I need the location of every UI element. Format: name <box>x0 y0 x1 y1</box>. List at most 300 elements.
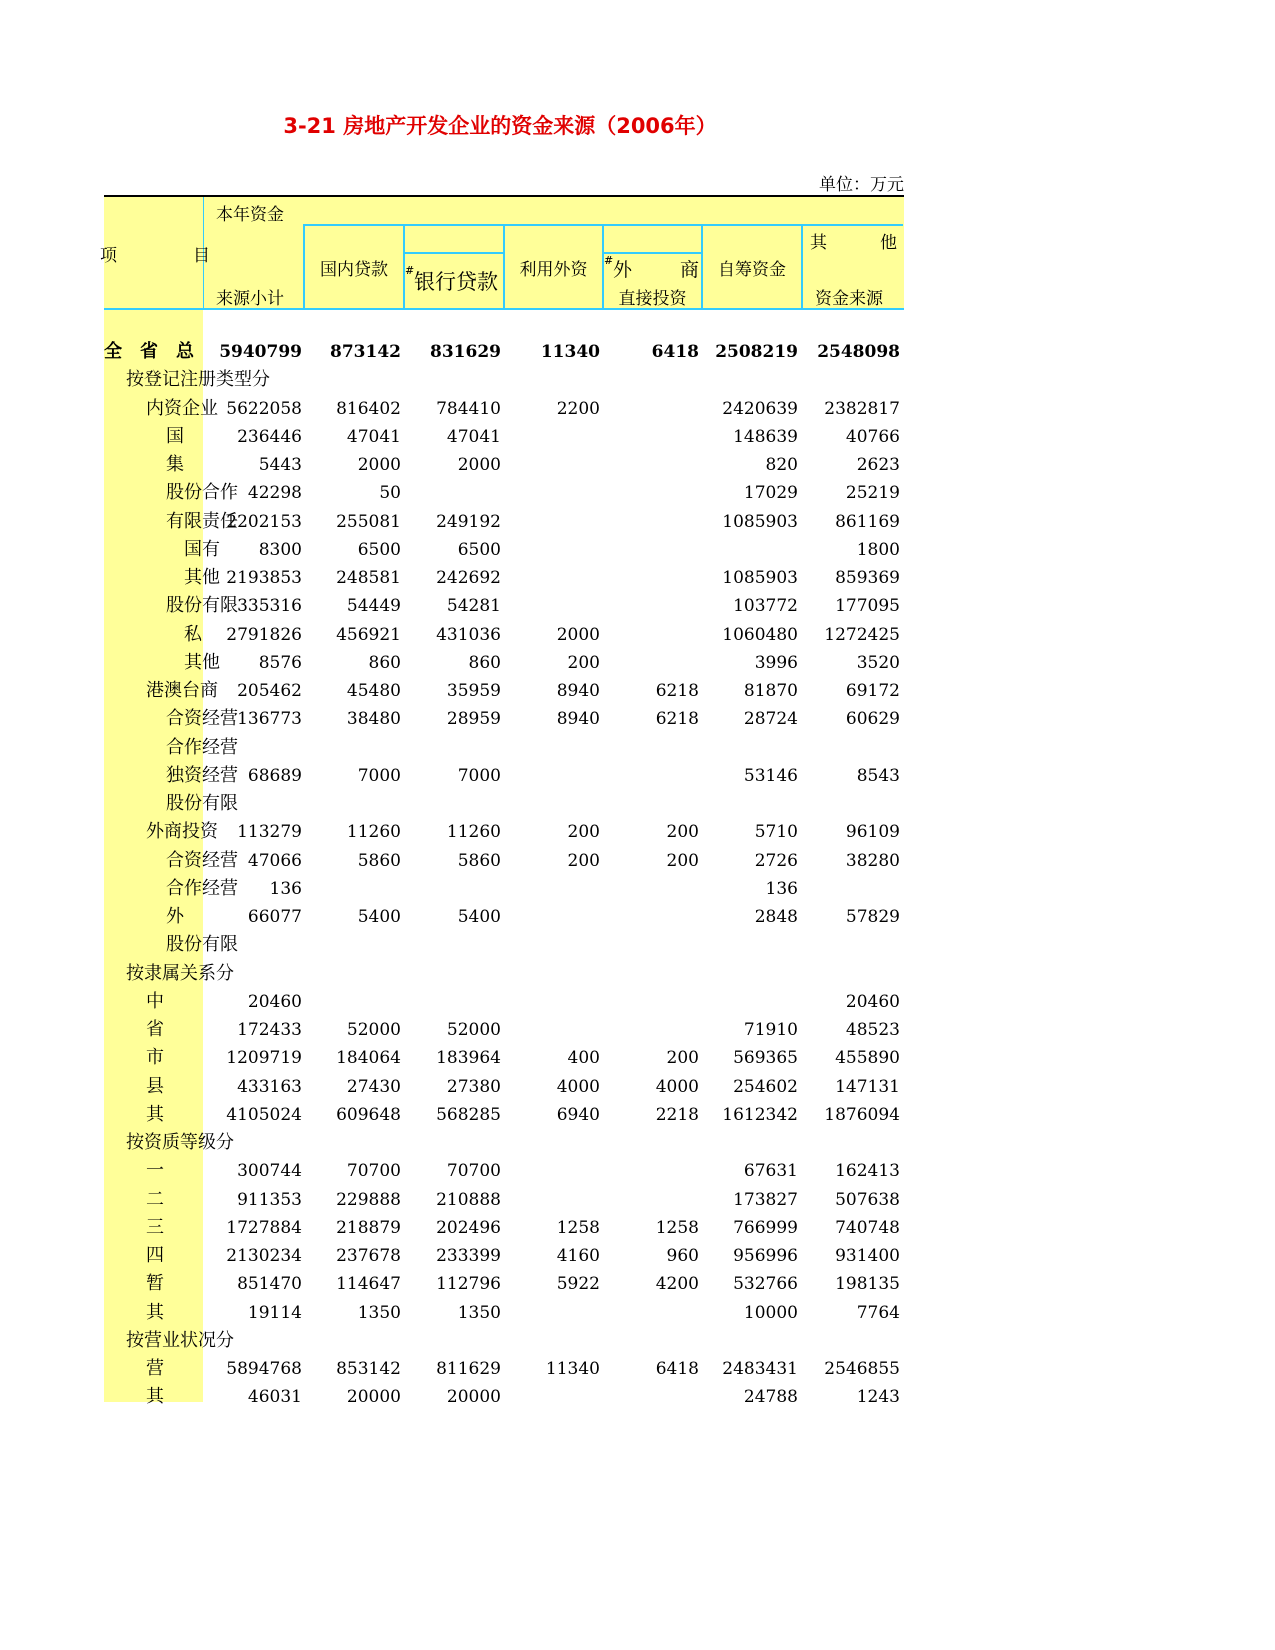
row-label: 中 <box>146 990 164 1012</box>
table-cell: 2623 <box>856 455 900 475</box>
table-cell: 27430 <box>346 1076 401 1097</box>
table-cell <box>703 366 798 394</box>
table-cell: 66077 <box>247 907 302 927</box>
table-cell <box>604 875 699 903</box>
table-cell <box>703 1129 798 1157</box>
table-row <box>104 592 904 620</box>
table-row <box>104 1214 904 1242</box>
table-cell: 48523 <box>845 1020 900 1040</box>
table-row <box>104 1101 904 1129</box>
header-col-other-sources: 资金来源 <box>815 289 883 309</box>
table-cell: 2000 <box>357 455 401 475</box>
table-cell: 2000 <box>457 455 501 475</box>
table-cell: 2000 <box>556 624 600 645</box>
table-cell: 113279 <box>237 822 302 843</box>
table-cell: 609648 <box>336 1104 401 1125</box>
table-cell <box>805 1327 900 1355</box>
table-cell: 25219 <box>845 483 900 504</box>
table-cell: 931400 <box>835 1246 900 1266</box>
table-cell: 24788 <box>743 1387 798 1408</box>
table-row <box>104 423 904 451</box>
table-cell: 205462 <box>237 681 302 701</box>
table-cell: 5860 <box>457 850 501 871</box>
table-cell: 248581 <box>336 568 401 588</box>
table-cell <box>505 762 600 790</box>
table-cell: 40766 <box>845 426 900 447</box>
table-cell: 400 <box>567 1048 600 1069</box>
row-label: 暂 <box>146 1273 164 1295</box>
header-col5-b: 商 <box>680 259 700 281</box>
table-cell: 4000 <box>556 1076 600 1097</box>
table-cell <box>406 479 501 507</box>
table-cell: 6500 <box>457 539 501 560</box>
table-cell: 147131 <box>835 1076 900 1097</box>
row-label: 县 <box>146 1075 164 1097</box>
table-cell <box>505 931 600 959</box>
table-cell: 1085903 <box>722 568 798 588</box>
table-cell: 47041 <box>446 426 501 447</box>
table-cell <box>207 1129 302 1157</box>
table-cell <box>306 366 401 394</box>
table-cell: 202496 <box>436 1217 501 1238</box>
table-cell: 2483431 <box>722 1359 798 1379</box>
table-cell: 20000 <box>446 1387 501 1408</box>
table-cell: 50 <box>379 483 401 504</box>
table-cell: 184064 <box>336 1048 401 1069</box>
table-cell: 335316 <box>237 596 302 617</box>
table-cell: 70700 <box>346 1161 401 1182</box>
table-row <box>104 338 904 366</box>
header-item-right: 目 <box>193 246 210 266</box>
header-col-subtotal: 来源小计 <box>216 289 284 309</box>
table-cell: 200 <box>666 850 699 871</box>
table-cell <box>505 988 600 1016</box>
row-label: 一 <box>146 1160 164 1182</box>
table-cell <box>703 988 798 1016</box>
table-cell: 5860 <box>357 850 401 871</box>
table-cell <box>406 931 501 959</box>
table-cell: 198135 <box>835 1274 900 1295</box>
table-cell <box>505 1327 600 1355</box>
row-label: 二 <box>146 1188 164 1210</box>
table-cell: 52000 <box>446 1020 501 1040</box>
table-cell: 200 <box>567 652 600 673</box>
table-cell: 57829 <box>845 907 900 927</box>
table-cell: 28724 <box>743 709 798 730</box>
row-label: 私 <box>184 623 202 645</box>
table-cell <box>505 960 600 988</box>
table-cell <box>306 790 401 818</box>
table-cell: 851470 <box>237 1274 302 1295</box>
table-cell: 173827 <box>733 1189 798 1210</box>
row-label: 其 <box>146 1386 164 1408</box>
table-cell <box>207 790 302 818</box>
table-cell: 38280 <box>845 850 900 871</box>
table-row <box>104 818 904 846</box>
table-cell: 5400 <box>457 907 501 927</box>
table-cell <box>604 592 699 620</box>
table-cell: 136773 <box>237 709 302 730</box>
row-label: 按资质等级分 <box>126 1132 234 1153</box>
table-cell: 60629 <box>845 709 900 730</box>
table-cell <box>805 790 900 818</box>
row-label: 按营业状况分 <box>126 1329 234 1351</box>
table-cell: 47066 <box>247 850 302 871</box>
table-cell <box>505 564 600 592</box>
table-row <box>104 366 904 394</box>
table-cell: 4160 <box>556 1246 600 1266</box>
row-label: 股份有限 <box>166 934 238 956</box>
table-row <box>104 621 904 649</box>
table-cell: 816402 <box>336 398 401 419</box>
row-label: 合资经营 <box>166 849 238 871</box>
table-cell: 784410 <box>436 398 501 419</box>
table-row <box>104 395 904 423</box>
table-cell: 532766 <box>733 1274 798 1295</box>
table-cell <box>505 423 600 451</box>
unit-label: 单位：万元 <box>819 175 904 195</box>
table-cell: 10000 <box>743 1302 798 1323</box>
table-cell <box>604 1299 699 1327</box>
table-cell: 7764 <box>856 1302 900 1323</box>
table-cell: 254602 <box>733 1076 798 1097</box>
table-cell: 1209719 <box>226 1048 302 1069</box>
table-cell: 200 <box>666 1048 699 1069</box>
table-cell <box>406 1327 501 1355</box>
table-cell: 6418 <box>651 342 699 362</box>
row-label: 全 省 总 <box>104 341 194 362</box>
table-cell: 853142 <box>336 1359 401 1379</box>
table-cell: 249192 <box>436 511 501 532</box>
header-divider <box>303 224 903 226</box>
header-item-left: 项 <box>100 246 117 266</box>
header-group: 本年资金 <box>216 205 284 225</box>
row-label: 省 <box>146 1019 164 1040</box>
table-row <box>104 1044 904 1072</box>
table-cell <box>604 903 699 931</box>
table-cell <box>604 790 699 818</box>
table-cell: 569365 <box>733 1048 798 1069</box>
table-cell <box>406 366 501 394</box>
row-label: 按登记注册类型分 <box>126 369 270 391</box>
table-cell: 1085903 <box>722 511 798 532</box>
table-cell: 68689 <box>247 765 302 786</box>
table-row <box>104 762 904 790</box>
table-cell: 177095 <box>835 596 900 617</box>
table-cell <box>604 564 699 592</box>
table-row <box>104 451 904 479</box>
table-cell: 2420639 <box>722 398 798 419</box>
table-cell: 911353 <box>237 1189 302 1210</box>
table-cell: 183964 <box>436 1048 501 1069</box>
table-cell <box>604 451 699 479</box>
row-label: 四 <box>146 1245 164 1266</box>
table-cell <box>207 960 302 988</box>
table-cell: 45480 <box>346 681 401 701</box>
header-col7-b: 他 <box>880 233 897 253</box>
table-cell: 8543 <box>856 765 900 786</box>
table-cell: 229888 <box>336 1189 401 1210</box>
table-row <box>104 1016 904 1044</box>
table-row <box>104 1270 904 1298</box>
table-cell: 6500 <box>357 539 401 560</box>
table-cell: 2546855 <box>824 1359 900 1379</box>
table-cell: 6218 <box>655 681 699 701</box>
table-cell <box>505 1129 600 1157</box>
table-cell: 2193853 <box>226 568 302 588</box>
row-label: 外 <box>166 906 184 927</box>
table-cell <box>604 762 699 790</box>
row-label: 股份有限 <box>166 595 238 617</box>
table-cell: 5922 <box>556 1274 600 1295</box>
header-divider <box>403 252 503 254</box>
table-cell <box>703 960 798 988</box>
table-cell: 507638 <box>835 1189 900 1210</box>
table-cell <box>306 1327 401 1355</box>
table-row <box>104 960 904 988</box>
table-cell <box>207 931 302 959</box>
table-cell: 766999 <box>733 1217 798 1238</box>
table-row <box>104 479 904 507</box>
table-cell <box>604 1327 699 1355</box>
header-col-domestic-loans: 国内贷款 <box>320 260 388 280</box>
table-row <box>104 1299 904 1327</box>
table-cell: 2382817 <box>824 398 900 419</box>
table-cell: 210888 <box>436 1189 501 1210</box>
table-cell: 6940 <box>556 1104 600 1125</box>
table-cell <box>505 790 600 818</box>
table-cell <box>306 988 401 1016</box>
table-cell: 46031 <box>247 1387 302 1408</box>
table-cell <box>604 1186 699 1214</box>
table-cell <box>306 1129 401 1157</box>
row-label: 其他 <box>184 651 220 673</box>
row-label: 国 <box>166 425 184 447</box>
row-label: 集 <box>166 454 184 475</box>
header-col-fdi: 直接投资 <box>618 289 687 309</box>
table-cell: 860 <box>368 652 401 673</box>
table-cell: 960 <box>666 1246 699 1266</box>
table-cell <box>505 734 600 762</box>
table-cell: 859369 <box>835 568 900 588</box>
table-cell: 1876094 <box>824 1104 900 1125</box>
row-label: 股份合作 <box>166 482 238 504</box>
row-label: 合资经营 <box>166 708 238 730</box>
table-row <box>104 734 904 762</box>
table-cell: 1727884 <box>226 1217 302 1238</box>
header-col7-a: 其 <box>810 233 827 253</box>
row-label: 其 <box>146 1103 164 1125</box>
table-cell <box>406 1129 501 1157</box>
row-label: 市 <box>146 1047 164 1069</box>
table-row <box>104 790 904 818</box>
table-cell: 1258 <box>655 1217 699 1238</box>
table-cell <box>207 366 302 394</box>
table-cell: 7000 <box>457 765 501 786</box>
table-cell <box>505 479 600 507</box>
table-row <box>104 564 904 592</box>
table-cell: 20460 <box>247 991 302 1012</box>
row-label: 港澳台商 <box>146 680 218 701</box>
table-cell <box>604 366 699 394</box>
table-cell <box>604 649 699 677</box>
table-cell: 740748 <box>835 1217 900 1238</box>
table-cell: 2848 <box>754 907 798 927</box>
table-cell <box>604 1129 699 1157</box>
table-cell: 17029 <box>743 483 798 504</box>
table-cell: 47041 <box>346 426 401 447</box>
table-row <box>104 1157 904 1185</box>
table-row <box>104 1073 904 1101</box>
header-col5-a: 外 <box>613 259 633 281</box>
table-cell: 5940799 <box>219 342 302 362</box>
table-cell: 136 <box>765 878 798 899</box>
table-cell: 52000 <box>346 1020 401 1040</box>
table-cell: 11340 <box>545 1359 600 1379</box>
table-cell: 28959 <box>446 709 501 730</box>
header-col-bank-loans: 银行贷款 <box>414 270 498 294</box>
header-col-self-raised: 自筹资金 <box>718 260 786 280</box>
table-cell: 811629 <box>436 1359 501 1379</box>
row-label: 外商投资 <box>146 821 218 843</box>
table-cell <box>703 931 798 959</box>
table-cell: 433163 <box>237 1076 302 1097</box>
table-row <box>104 988 904 1016</box>
table-cell: 4000 <box>655 1076 699 1097</box>
table-cell: 54281 <box>446 596 501 617</box>
table-row <box>104 875 904 903</box>
row-label: 独资经营 <box>166 764 238 786</box>
table-cell: 35959 <box>446 681 501 701</box>
table-cell: 8940 <box>556 681 600 701</box>
table-cell <box>604 423 699 451</box>
table-cell: 67631 <box>743 1161 798 1182</box>
table-row <box>104 677 904 705</box>
table-cell: 54449 <box>346 596 401 617</box>
table-cell <box>505 875 600 903</box>
table-cell: 20460 <box>845 991 900 1012</box>
table-cell <box>604 988 699 1016</box>
table-row <box>104 903 904 931</box>
table-cell: 5622058 <box>226 398 302 419</box>
header-col5-mark: # <box>604 254 614 267</box>
table-cell <box>505 1186 600 1214</box>
table-cell: 1350 <box>357 1302 401 1323</box>
table-row <box>104 649 904 677</box>
table-cell <box>406 734 501 762</box>
table-cell: 2130234 <box>226 1246 302 1266</box>
table-cell: 1258 <box>556 1217 600 1238</box>
table-cell <box>207 734 302 762</box>
table-cell: 7000 <box>357 765 401 786</box>
table-cell <box>406 988 501 1016</box>
table-row <box>104 508 904 536</box>
table-cell <box>604 734 699 762</box>
table-cell <box>406 790 501 818</box>
table-cell: 2202153 <box>226 511 302 532</box>
table-cell: 5443 <box>258 455 302 475</box>
table-cell: 8576 <box>258 652 302 673</box>
table-row <box>104 705 904 733</box>
table-cell: 255081 <box>336 511 401 532</box>
table-cell <box>703 790 798 818</box>
table-cell: 172433 <box>237 1020 302 1040</box>
table-cell <box>805 875 900 903</box>
table-row <box>104 1327 904 1355</box>
table-cell <box>604 508 699 536</box>
table-cell: 162413 <box>835 1161 900 1182</box>
table-cell: 300744 <box>237 1161 302 1182</box>
table-cell: 1272425 <box>824 624 900 645</box>
row-label: 营 <box>146 1358 164 1379</box>
table-cell: 6418 <box>655 1359 699 1379</box>
table-cell: 71910 <box>743 1020 798 1040</box>
table-cell: 2791826 <box>226 624 302 645</box>
table-cell <box>703 734 798 762</box>
table-cell <box>406 960 501 988</box>
table-cell <box>805 931 900 959</box>
table-cell <box>604 1157 699 1185</box>
table-cell <box>604 1383 699 1411</box>
table-cell: 148639 <box>733 426 798 447</box>
table-row <box>104 931 904 959</box>
table-cell: 19114 <box>247 1302 302 1323</box>
table-cell: 233399 <box>436 1246 501 1266</box>
table-cell: 5710 <box>754 822 798 843</box>
table-cell: 200 <box>666 822 699 843</box>
table-cell <box>703 1327 798 1355</box>
row-label: 有限责任 <box>166 510 238 532</box>
table-row <box>104 1355 904 1383</box>
row-label: 三 <box>146 1216 164 1238</box>
table-cell: 1060480 <box>722 624 798 645</box>
table-cell <box>604 395 699 423</box>
table-cell: 70700 <box>446 1161 501 1182</box>
table-cell: 8300 <box>258 539 302 560</box>
table-cell <box>604 1016 699 1044</box>
header-divider <box>801 224 803 309</box>
table-cell: 11260 <box>346 822 401 843</box>
table-cell: 8940 <box>556 709 600 730</box>
table-cell: 2726 <box>754 850 798 871</box>
table-cell: 455890 <box>835 1048 900 1069</box>
table-cell: 200 <box>567 822 600 843</box>
table-cell: 2548098 <box>817 342 900 362</box>
table-cell: 1350 <box>457 1302 501 1323</box>
table-cell: 956996 <box>733 1246 798 1266</box>
table-cell: 81870 <box>743 681 798 701</box>
table-cell <box>805 960 900 988</box>
table-row <box>104 1383 904 1411</box>
table-cell <box>703 536 798 564</box>
table-cell: 53146 <box>743 765 798 786</box>
table-cell <box>604 536 699 564</box>
table-cell <box>604 960 699 988</box>
table-cell: 820 <box>765 455 798 475</box>
table-cell: 3996 <box>754 652 798 673</box>
table-row <box>104 536 904 564</box>
table-cell: 1243 <box>856 1387 900 1408</box>
row-label: 其 <box>146 1301 164 1323</box>
table-cell <box>505 508 600 536</box>
table-cell <box>604 621 699 649</box>
table-cell: 4200 <box>655 1274 699 1295</box>
table-cell <box>406 875 501 903</box>
table-cell: 4105024 <box>226 1104 302 1125</box>
table-cell: 861169 <box>835 511 900 532</box>
table-cell: 568285 <box>436 1104 501 1125</box>
table-cell <box>306 960 401 988</box>
